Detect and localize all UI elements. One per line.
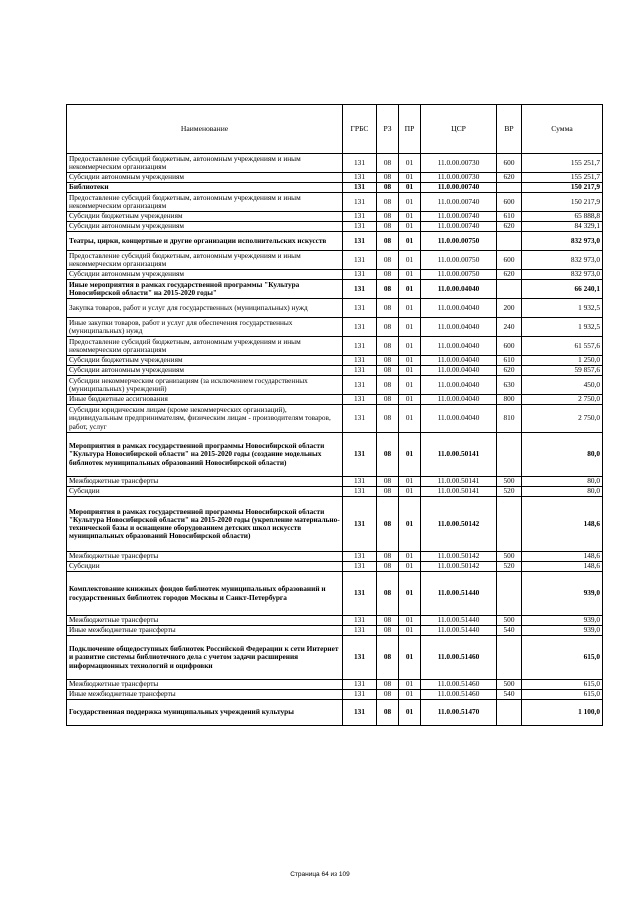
header-csr: ЦСР [421, 105, 497, 154]
cell-name: Предоставление субсидий бюджетным, автономным учреждениям и иным некоммерческим организациям [67, 251, 343, 270]
cell-name: Закупка товаров, работ и услуг для государственных (муниципальных) нужд [67, 299, 343, 318]
cell-vr: 610 [497, 212, 522, 222]
cell-vr [497, 572, 522, 616]
cell-vr: 610 [497, 356, 522, 366]
cell-grbs: 131 [343, 477, 377, 487]
cell-csr: 11.0.00.51460 [421, 636, 497, 680]
cell-grbs: 131 [343, 280, 377, 299]
cell-rz: 08 [377, 356, 399, 366]
cell-rz: 08 [377, 280, 399, 299]
cell-rz: 08 [377, 212, 399, 222]
cell-pr: 01 [399, 212, 421, 222]
cell-csr: 11.0.00.50141 [421, 433, 497, 477]
cell-sum: 84 329,1 [522, 222, 603, 232]
cell-grbs: 131 [343, 356, 377, 366]
cell-grbs: 131 [343, 433, 377, 477]
cell-csr: 11.0.00.00730 [421, 154, 497, 173]
cell-sum: 832 973,0 [522, 270, 603, 280]
table-row [67, 232, 603, 251]
table-row [67, 636, 603, 680]
table-row [67, 356, 603, 366]
cell-name: Библиотеки [67, 183, 343, 193]
cell-sum: 1 250,0 [522, 356, 603, 366]
header-sum: Сумма [522, 105, 603, 154]
cell-csr: 11.0.00.00740 [421, 183, 497, 193]
cell-grbs: 131 [343, 487, 377, 497]
cell-grbs: 131 [343, 318, 377, 337]
cell-vr: 620 [497, 173, 522, 183]
cell-name: Предоставление субсидий бюджетным, автономным учреждениям и иным некоммерческим организациям [67, 337, 343, 356]
cell-csr: 11.0.00.51460 [421, 690, 497, 700]
cell-vr: 520 [497, 562, 522, 572]
cell-grbs: 131 [343, 183, 377, 193]
cell-grbs: 131 [343, 376, 377, 395]
cell-pr: 01 [399, 183, 421, 193]
cell-csr: 11.0.00.00730 [421, 173, 497, 183]
header-name: Наименование [67, 105, 343, 154]
cell-grbs: 131 [343, 154, 377, 173]
cell-grbs: 131 [343, 366, 377, 376]
cell-name: Субсидии [67, 487, 343, 497]
cell-pr: 01 [399, 497, 421, 552]
table-row [67, 572, 603, 616]
cell-csr: 11.0.00.50141 [421, 477, 497, 487]
cell-name: Субсидии автономным учреждениям [67, 222, 343, 232]
cell-vr: 240 [497, 318, 522, 337]
cell-csr: 11.0.00.00740 [421, 193, 497, 212]
cell-rz: 08 [377, 626, 399, 636]
cell-rz: 08 [377, 552, 399, 562]
cell-rz: 08 [377, 154, 399, 173]
cell-rz: 08 [377, 433, 399, 477]
table-row [67, 212, 603, 222]
cell-pr: 01 [399, 193, 421, 212]
cell-sum: 80,0 [522, 487, 603, 497]
cell-vr [497, 183, 522, 193]
cell-sum: 939,0 [522, 572, 603, 616]
cell-name: Субсидии некоммерческим организациям (за исключением государственных (муниципальных) учреждений) [67, 376, 343, 395]
cell-sum: 615,0 [522, 690, 603, 700]
cell-rz: 08 [377, 337, 399, 356]
cell-grbs: 131 [343, 299, 377, 318]
cell-grbs: 131 [343, 700, 377, 726]
budget-table [66, 104, 603, 726]
table-row [67, 395, 603, 405]
cell-sum: 2 750,0 [522, 405, 603, 433]
cell-vr [497, 497, 522, 552]
table-header-row [67, 105, 603, 154]
cell-pr: 01 [399, 433, 421, 477]
cell-rz: 08 [377, 690, 399, 700]
cell-name: Межбюджетные трансферты [67, 680, 343, 690]
cell-vr: 600 [497, 154, 522, 173]
cell-vr [497, 636, 522, 680]
table-row [67, 552, 603, 562]
cell-pr: 01 [399, 700, 421, 726]
table-row [67, 154, 603, 173]
cell-sum: 1 932,5 [522, 299, 603, 318]
cell-vr: 600 [497, 337, 522, 356]
cell-vr: 620 [497, 366, 522, 376]
cell-csr: 11.0.00.04040 [421, 356, 497, 366]
table-row [67, 173, 603, 183]
cell-pr: 01 [399, 552, 421, 562]
cell-csr: 11.0.00.04040 [421, 318, 497, 337]
cell-pr: 01 [399, 626, 421, 636]
table-row [67, 299, 603, 318]
cell-grbs: 131 [343, 562, 377, 572]
cell-name: Субсидии бюджетным учреждениям [67, 356, 343, 366]
cell-rz: 08 [377, 405, 399, 433]
table-row [67, 562, 603, 572]
cell-pr: 01 [399, 337, 421, 356]
cell-csr: 11.0.00.04040 [421, 395, 497, 405]
table-row [67, 193, 603, 212]
cell-name: Предоставление субсидий бюджетным, автономным учреждениям и иным некоммерческим организациям [67, 154, 343, 173]
table-row [67, 280, 603, 299]
cell-grbs: 131 [343, 222, 377, 232]
table-row [67, 497, 603, 552]
cell-rz: 08 [377, 680, 399, 690]
cell-pr: 01 [399, 405, 421, 433]
cell-sum: 66 240,1 [522, 280, 603, 299]
cell-name: Иные мероприятия в рамках государственной программы "Культура Новосибирской области" на 2015-2020 годы" [67, 280, 343, 299]
cell-grbs: 131 [343, 212, 377, 222]
cell-pr: 01 [399, 572, 421, 616]
cell-vr [497, 280, 522, 299]
cell-rz: 08 [377, 251, 399, 270]
cell-sum: 832 973,0 [522, 251, 603, 270]
cell-csr: 11.0.00.50142 [421, 552, 497, 562]
table-row [67, 366, 603, 376]
cell-sum: 148,6 [522, 552, 603, 562]
cell-sum: 61 557,6 [522, 337, 603, 356]
cell-pr: 01 [399, 232, 421, 251]
header-pr: ПР [399, 105, 421, 154]
cell-sum: 1 932,5 [522, 318, 603, 337]
table-row [67, 433, 603, 477]
table-row [67, 270, 603, 280]
cell-name: Иные межбюджетные трансферты [67, 690, 343, 700]
cell-csr: 11.0.00.00740 [421, 212, 497, 222]
cell-pr: 01 [399, 173, 421, 183]
cell-grbs: 131 [343, 680, 377, 690]
table-row [67, 680, 603, 690]
cell-rz: 08 [377, 477, 399, 487]
cell-pr: 01 [399, 356, 421, 366]
cell-name: Межбюджетные трансферты [67, 552, 343, 562]
cell-pr: 01 [399, 395, 421, 405]
cell-sum: 148,6 [522, 562, 603, 572]
cell-sum: 2 750,0 [522, 395, 603, 405]
table-row [67, 222, 603, 232]
cell-csr: 11.0.00.00750 [421, 270, 497, 280]
cell-csr: 11.0.00.00740 [421, 222, 497, 232]
cell-name: Субсидии автономным учреждениям [67, 366, 343, 376]
cell-vr: 540 [497, 626, 522, 636]
cell-sum: 80,0 [522, 477, 603, 487]
cell-vr: 520 [497, 487, 522, 497]
cell-sum: 80,0 [522, 433, 603, 477]
cell-vr: 500 [497, 552, 522, 562]
table-row [67, 690, 603, 700]
table-row [67, 616, 603, 626]
cell-name: Иные бюджетные ассигнования [67, 395, 343, 405]
cell-pr: 01 [399, 690, 421, 700]
cell-csr: 11.0.00.50141 [421, 487, 497, 497]
cell-rz: 08 [377, 318, 399, 337]
page-footer: Страница 64 из 109 [290, 871, 350, 878]
cell-csr: 11.0.00.04040 [421, 376, 497, 395]
cell-pr: 01 [399, 562, 421, 572]
cell-sum: 450,0 [522, 376, 603, 395]
cell-csr: 11.0.00.04040 [421, 366, 497, 376]
cell-vr: 800 [497, 395, 522, 405]
header-rz: РЗ [377, 105, 399, 154]
cell-rz: 08 [377, 193, 399, 212]
cell-grbs: 131 [343, 552, 377, 562]
cell-pr: 01 [399, 376, 421, 395]
cell-rz: 08 [377, 270, 399, 280]
cell-grbs: 131 [343, 572, 377, 616]
cell-sum: 832 973,0 [522, 232, 603, 251]
cell-pr: 01 [399, 154, 421, 173]
cell-vr [497, 700, 522, 726]
cell-grbs: 131 [343, 626, 377, 636]
cell-name: Мероприятия в рамках государственной программы Новосибирской области "Культура Новосибирской области" на 2015-2020 годы (создание модельных библиотек муниципальных образований Новосибирской области) [67, 433, 343, 477]
cell-rz: 08 [377, 487, 399, 497]
cell-pr: 01 [399, 680, 421, 690]
cell-name: Подключение общедоступных библиотек Российской Федерации к сети Интернет и развитие системы библиотечного дела с учетом задачи расширения информационных технологий и оцифровки [67, 636, 343, 680]
cell-pr: 01 [399, 636, 421, 680]
cell-grbs: 131 [343, 270, 377, 280]
cell-vr: 620 [497, 270, 522, 280]
cell-pr: 01 [399, 318, 421, 337]
cell-pr: 01 [399, 222, 421, 232]
cell-name: Мероприятия в рамках государственной программы Новосибирской области "Культура Новосибирской области" на 2015-2020 годы (укрепление материально-технической базы и оснащение оборудованием детских школ искусств муниципальных образований Новосибирской области) [67, 497, 343, 552]
cell-vr: 600 [497, 251, 522, 270]
cell-sum: 150 217,9 [522, 183, 603, 193]
cell-name: Государственная поддержка муниципальных учреждений культуры [67, 700, 343, 726]
cell-vr [497, 232, 522, 251]
cell-csr: 11.0.00.04040 [421, 405, 497, 433]
cell-rz: 08 [377, 616, 399, 626]
cell-pr: 01 [399, 270, 421, 280]
cell-rz: 08 [377, 366, 399, 376]
cell-name: Комплектование книжных фондов библиотек муниципальных образований и государственных библиотек городов Москвы и Санкт-Петербурга [67, 572, 343, 616]
cell-grbs: 131 [343, 690, 377, 700]
cell-rz: 08 [377, 572, 399, 616]
cell-sum: 939,0 [522, 616, 603, 626]
cell-sum: 1 100,0 [522, 700, 603, 726]
cell-csr: 11.0.00.51440 [421, 616, 497, 626]
cell-rz: 08 [377, 562, 399, 572]
cell-rz: 08 [377, 183, 399, 193]
table-row [67, 477, 603, 487]
cell-rz: 08 [377, 173, 399, 183]
cell-vr: 500 [497, 477, 522, 487]
table-row [67, 183, 603, 193]
table-row [67, 318, 603, 337]
cell-sum: 148,6 [522, 497, 603, 552]
cell-grbs: 131 [343, 337, 377, 356]
cell-pr: 01 [399, 477, 421, 487]
cell-name: Субсидии [67, 562, 343, 572]
cell-grbs: 131 [343, 193, 377, 212]
cell-pr: 01 [399, 251, 421, 270]
table-row [67, 251, 603, 270]
table-row [67, 376, 603, 395]
cell-pr: 01 [399, 299, 421, 318]
cell-name: Субсидии юридическим лицам (кроме некоммерческих организаций), индивидуальным предпринимателям, физическим лицам - производителям товаров, работ, услуг [67, 405, 343, 433]
header-grbs: ГРБС [343, 105, 377, 154]
cell-vr: 500 [497, 616, 522, 626]
cell-vr: 600 [497, 193, 522, 212]
cell-sum: 615,0 [522, 636, 603, 680]
cell-rz: 08 [377, 636, 399, 680]
cell-csr: 11.0.00.51440 [421, 572, 497, 616]
cell-vr: 630 [497, 376, 522, 395]
cell-vr: 810 [497, 405, 522, 433]
header-vr: ВР [497, 105, 522, 154]
table-row [67, 337, 603, 356]
table-row [67, 626, 603, 636]
table-row [67, 405, 603, 433]
cell-vr: 200 [497, 299, 522, 318]
cell-vr: 620 [497, 222, 522, 232]
cell-csr: 11.0.00.04040 [421, 299, 497, 318]
cell-name: Субсидии бюджетным учреждениям [67, 212, 343, 222]
table-row [67, 700, 603, 726]
cell-sum: 155 251,7 [522, 173, 603, 183]
cell-csr: 11.0.00.50142 [421, 497, 497, 552]
cell-grbs: 131 [343, 232, 377, 251]
cell-sum: 939,0 [522, 626, 603, 636]
cell-csr: 11.0.00.51470 [421, 700, 497, 726]
cell-sum: 59 857,6 [522, 366, 603, 376]
cell-csr: 11.0.00.04040 [421, 337, 497, 356]
cell-name: Иные межбюджетные трансферты [67, 626, 343, 636]
cell-grbs: 131 [343, 173, 377, 183]
cell-pr: 01 [399, 280, 421, 299]
cell-sum: 65 888,8 [522, 212, 603, 222]
cell-name: Субсидии автономным учреждениям [67, 173, 343, 183]
cell-name: Межбюджетные трансферты [67, 616, 343, 626]
cell-csr: 11.0.00.00750 [421, 232, 497, 251]
cell-name: Предоставление субсидий бюджетным, автономным учреждениям и иным некоммерческим организациям [67, 193, 343, 212]
cell-rz: 08 [377, 395, 399, 405]
cell-sum: 155 251,7 [522, 154, 603, 173]
cell-csr: 11.0.00.50142 [421, 562, 497, 572]
cell-rz: 08 [377, 376, 399, 395]
cell-rz: 08 [377, 299, 399, 318]
cell-grbs: 131 [343, 395, 377, 405]
cell-grbs: 131 [343, 636, 377, 680]
cell-vr [497, 433, 522, 477]
table-body [67, 154, 603, 726]
cell-name: Театры, цирки, концертные и другие организации исполнительских искусств [67, 232, 343, 251]
cell-vr: 540 [497, 690, 522, 700]
cell-grbs: 131 [343, 497, 377, 552]
cell-csr: 11.0.00.51460 [421, 680, 497, 690]
cell-grbs: 131 [343, 405, 377, 433]
cell-sum: 615,0 [522, 680, 603, 690]
cell-csr: 11.0.00.04040 [421, 280, 497, 299]
cell-name: Межбюджетные трансферты [67, 477, 343, 487]
cell-csr: 11.0.00.51440 [421, 626, 497, 636]
cell-pr: 01 [399, 487, 421, 497]
cell-vr: 500 [497, 680, 522, 690]
cell-csr: 11.0.00.00750 [421, 251, 497, 270]
cell-rz: 08 [377, 700, 399, 726]
table-row [67, 487, 603, 497]
cell-sum: 150 217,9 [522, 193, 603, 212]
cell-rz: 08 [377, 232, 399, 251]
cell-grbs: 131 [343, 251, 377, 270]
cell-pr: 01 [399, 616, 421, 626]
cell-name: Иные закупки товаров, работ и услуг для обеспечения государственных (муниципальных) нужд [67, 318, 343, 337]
cell-name: Субсидии автономным учреждениям [67, 270, 343, 280]
cell-rz: 08 [377, 497, 399, 552]
cell-grbs: 131 [343, 616, 377, 626]
cell-pr: 01 [399, 366, 421, 376]
cell-rz: 08 [377, 222, 399, 232]
